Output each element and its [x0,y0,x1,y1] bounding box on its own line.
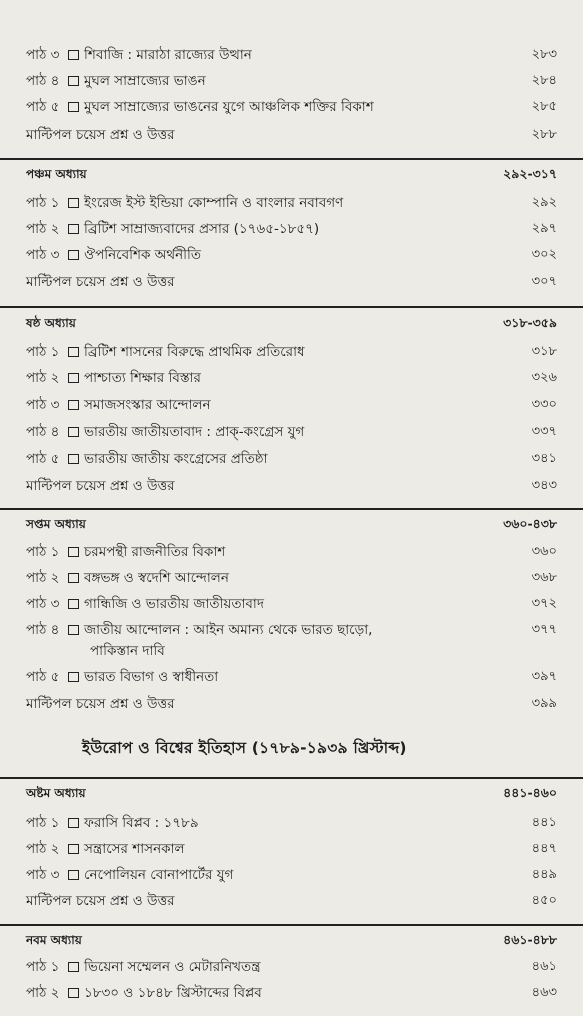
checkbox-icon [68,347,79,357]
toc-row [26,70,557,92]
page-number: ৩৩০ [531,397,557,412]
lesson-title: সন্ত্রাসের শাসনকাল [84,841,185,857]
toc-row [26,666,557,688]
lesson-title: মাল্টিপল চয়েস প্রশ্ন ও উত্তর [26,127,175,143]
toc-row [26,448,557,470]
lesson-number: পাঠ ৫ [26,669,60,685]
page-number: ৩০৭ [531,274,557,289]
checkbox-icon [68,198,79,208]
lesson-title: সমাজসংস্কার আন্দোলন [84,397,211,413]
toc-row [26,619,557,641]
page-number: ৩৬৮ [531,570,557,585]
checkbox-icon [68,870,79,880]
page-number: ২৮৮ [531,127,557,142]
lesson-number: পাঠ ১ [26,959,60,975]
lesson-title: পাশ্চাত্য শিক্ষার বিস্তার [84,370,201,386]
checkbox-icon [68,625,79,635]
checkbox-icon [68,224,79,234]
lesson-number: পাঠ ৩ [26,47,60,63]
checkbox-icon [68,50,79,60]
lesson-title: ব্রিটিশ শাসনের বিরুদ্ধে প্রাথমিক প্রতিরোধ [84,344,305,360]
lesson-number: পাঠ ২ [26,570,60,586]
section-divider [0,508,583,510]
lesson-title: জাতীয় আন্দোলন : আইন অমান্য থেকে ভারত ছাড়ো, [84,622,373,638]
lesson-number: পাঠ ৩ [26,867,60,883]
page-number: ৩৪৩ [531,478,557,493]
page-number: ৩৯৯ [531,696,557,711]
lesson-title: ইংরেজ ইস্ট ইন্ডিয়া কোম্পানি ও বাংলার নবাবগণ [84,195,344,211]
toc-row [26,271,557,293]
lesson-number: পাঠ ৫ [26,451,60,467]
lesson-title: বঙ্গভঙ্গ ও স্বদেশি আন্দোলন [84,570,229,586]
toc-row [26,864,557,886]
checkbox-icon [68,599,79,609]
checkbox-icon [68,454,79,464]
lesson-number: পাঠ ৪ [26,622,60,638]
toc-row [26,475,557,497]
page-number: ৩৭২ [531,596,557,611]
page-number: ২৯৭ [531,221,557,236]
checkbox-icon [68,573,79,583]
lesson-title: ভারতীয় জাতীয়তাবাদ : প্রাক্-কংগ্রেস যুগ [84,424,305,440]
page-number: ৪৪৯ [531,867,557,882]
toc-row [26,192,557,214]
page-number: ৪৬১ [531,959,557,974]
page-number: ৩১৮ [531,344,557,359]
checkbox-icon [68,76,79,86]
lesson-number: পাঠ ১ [26,195,60,211]
lesson-title: মাল্টিপল চয়েস প্রশ্ন ও উত্তর [26,696,175,712]
toc-row [26,982,557,1004]
lesson-title: মাল্টিপল চয়েস প্রশ্ন ও উত্তর [26,893,175,909]
checkbox-icon [68,400,79,410]
checkbox-icon [68,427,79,437]
chapter-page-range: ৩৬০-৪৩৮ [503,516,557,531]
chapter-page-range: ৩১৮-৩৫৯ [503,315,557,330]
toc-row [26,96,557,118]
page-number: ৪৫০ [531,893,557,908]
toc-row [26,541,557,563]
lesson-title: ফরাসি বিপ্লব : ১৭৮৯ [84,815,199,831]
lesson-number: পাঠ ৪ [26,73,60,89]
lesson-title: মাল্টিপল চয়েস প্রশ্ন ও উত্তর [26,274,175,290]
section-divider [0,306,583,308]
page-number: ৩৪১ [531,451,557,466]
toc-row [26,956,557,978]
page-number: ২৮৪ [531,73,557,88]
page-number: ৪৪৭ [531,841,557,856]
section-divider [0,924,583,926]
toc-row [26,244,557,266]
toc-row [26,421,557,443]
chapter-page-range: ৪৬১-৪৮৮ [503,932,557,947]
checkbox-icon [68,844,79,854]
lesson-number: পাঠ ২ [26,370,60,386]
lesson-number: পাঠ ২ [26,221,60,237]
page-number: ৩০২ [531,247,557,262]
lesson-number: পাঠ ১ [26,344,60,360]
section-divider [0,158,583,160]
toc-row [26,124,557,146]
lesson-number: পাঠ ৪ [26,424,60,440]
checkbox-icon [68,988,79,998]
page-number: ৩৬০ [531,544,557,559]
lesson-number: পাঠ ২ [26,841,60,857]
checkbox-icon [68,102,79,112]
checkbox-icon [68,373,79,383]
chapter-title: অষ্টম অধ্যায় [26,786,86,800]
lesson-number: পাঠ ১ [26,815,60,831]
lesson-title: ভারত বিভাগ ও স্বাধীনতা [84,669,219,685]
toc-row [26,567,557,589]
page-number: ৪৪১ [531,815,557,830]
part-heading: ইউরোপ ও বিশ্বের ইতিহাস (১৭৮৯-১৯৩৯ খ্রিস্টাব্দ) [82,739,407,757]
toc-row [26,693,557,715]
lesson-title: মুঘল সাম্রাজ্যের ভাঙন [84,73,206,89]
toc-row [26,367,557,389]
toc-row [26,593,557,615]
page-number: ২৯২ [531,195,557,210]
lesson-title: মুঘল সাম্রাজ্যের ভাঙনের যুগে আঞ্চলিক শক্তির বিকাশ [84,99,374,115]
page-number: ২৮৩ [531,47,557,62]
lesson-number: পাঠ ৩ [26,397,60,413]
toc-row [26,838,557,860]
lesson-title: মাল্টিপল চয়েস প্রশ্ন ও উত্তর [26,478,175,494]
lesson-title: চরমপন্থী রাজনীতির বিকাশ [84,544,226,560]
toc-row [26,394,557,416]
checkbox-icon [68,672,79,682]
lesson-title: নেপোলিয়ন বোনাপার্টের যুগ [84,867,234,883]
chapter-page-range: ৪৪১-৪৬০ [503,785,557,800]
lesson-number: পাঠ ২ [26,985,60,1001]
lesson-title: ব্রিটিশ সাম্রাজ্যবাদের প্রসার (১৭৬৫-১৮৫৭) [84,221,320,237]
checkbox-icon [68,547,79,557]
lesson-title: ঔপনিবেশিক অর্থনীতি [84,247,202,263]
checkbox-icon [68,962,79,972]
lesson-title: ভিয়েনা সম্মেলন ও মেটারনিখতন্ত্র [84,959,261,975]
checkbox-icon [68,250,79,260]
lesson-title: শিবাজি : মারাঠা রাজ্যের উত্থান [84,47,252,63]
toc-row [26,44,557,66]
lesson-number: পাঠ ৩ [26,596,60,612]
lesson-number: পাঠ ৫ [26,99,60,115]
lesson-title: ভারতীয় জাতীয় কংগ্রেসের প্রতিষ্ঠা [84,451,268,467]
chapter-title: নবম অধ্যায় [26,933,82,947]
page-number: ৩২৬ [531,370,557,385]
toc-row [26,890,557,912]
page-number: ৪৬৩ [531,985,557,1000]
section-divider [0,777,583,779]
page-number: ৩৭৭ [531,622,557,637]
lesson-number: পাঠ ৩ [26,247,60,263]
toc-row [26,341,557,363]
page-number: ৩৩৭ [531,424,557,439]
lesson-title: ১৮৩০ ও ১৮৪৮ খ্রিস্টাব্দের বিপ্লব [84,985,262,1001]
chapter-title: পঞ্চম অধ্যায় [26,167,87,181]
lesson-title: গান্ধিজি ও ভারতীয় জাতীয়তাবাদ [84,596,264,612]
page-number: ৩৯৭ [531,669,557,684]
chapter-title: সপ্তম অধ্যায় [26,517,86,531]
toc-row [26,218,557,240]
checkbox-icon [68,818,79,828]
lesson-number: পাঠ ১ [26,544,60,560]
page-number: ২৮৫ [531,99,557,114]
toc-row [26,812,557,834]
chapter-title: ষষ্ঠ অধ্যায় [26,316,76,330]
lesson-title-continued: পাকিস্তান দাবি [90,643,165,659]
chapter-page-range: ২৯২-৩১৭ [503,166,557,181]
